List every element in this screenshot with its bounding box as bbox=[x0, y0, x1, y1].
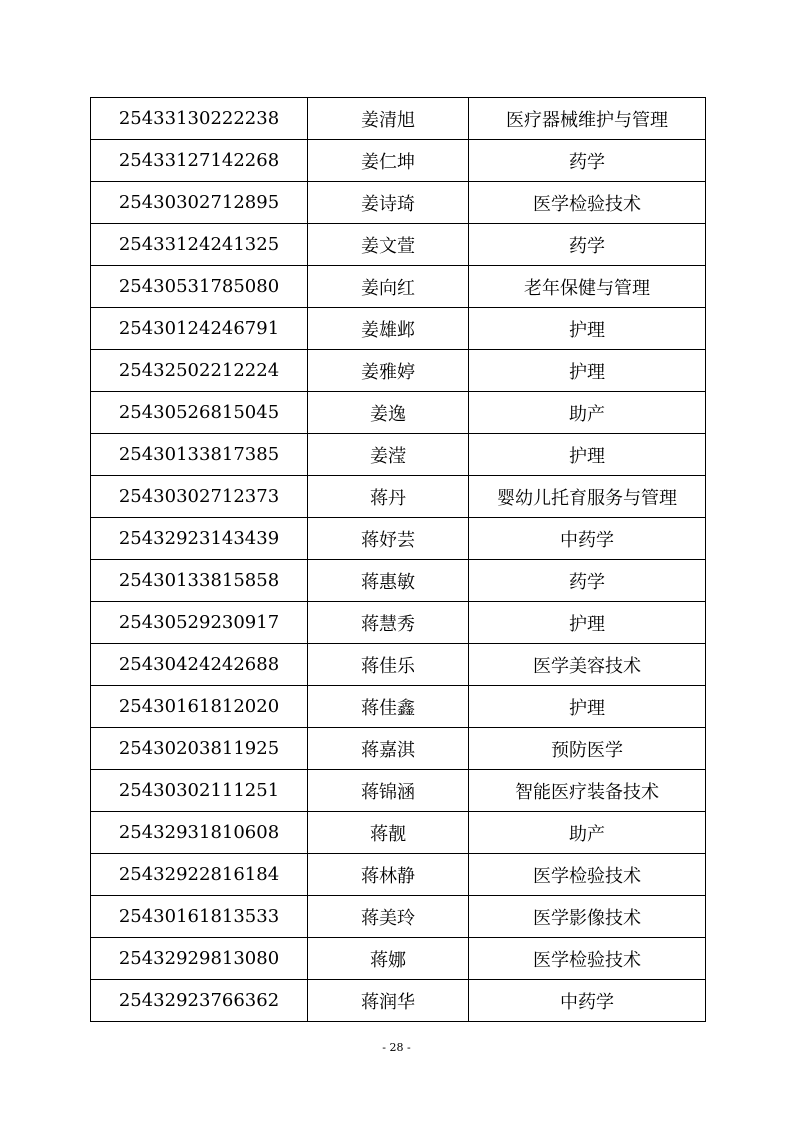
cell-candidate-id: 25430124246791 bbox=[91, 308, 308, 350]
cell-candidate-id: 25430529230917 bbox=[91, 602, 308, 644]
table-row bbox=[91, 896, 706, 938]
cell-name: 蒋佳乐 bbox=[308, 644, 469, 686]
table-row bbox=[91, 854, 706, 896]
cell-major: 助产 bbox=[469, 392, 706, 434]
cell-major: 婴幼儿托育服务与管理 bbox=[469, 476, 706, 518]
cell-name: 姜雄邺 bbox=[308, 308, 469, 350]
cell-major: 护理 bbox=[469, 602, 706, 644]
table-row bbox=[91, 728, 706, 770]
cell-major: 医疗器械维护与管理 bbox=[469, 98, 706, 140]
cell-major: 药学 bbox=[469, 224, 706, 266]
table-row bbox=[91, 644, 706, 686]
table-row bbox=[91, 518, 706, 560]
cell-candidate-id: 25430133815858 bbox=[91, 560, 308, 602]
cell-major: 医学检验技术 bbox=[469, 938, 706, 980]
cell-name: 姜向红 bbox=[308, 266, 469, 308]
table-row bbox=[91, 686, 706, 728]
cell-candidate-id: 25432923143439 bbox=[91, 518, 308, 560]
cell-candidate-id: 25432502212224 bbox=[91, 350, 308, 392]
cell-candidate-id: 25432929813080 bbox=[91, 938, 308, 980]
page-number: - 28 - bbox=[382, 1041, 411, 1054]
cell-candidate-id: 25430526815045 bbox=[91, 392, 308, 434]
cell-name: 姜逸 bbox=[308, 392, 469, 434]
cell-major: 中药学 bbox=[469, 518, 706, 560]
table-row bbox=[91, 938, 706, 980]
cell-name: 姜诗琦 bbox=[308, 182, 469, 224]
cell-name: 蒋妤芸 bbox=[308, 518, 469, 560]
cell-major: 护理 bbox=[469, 308, 706, 350]
cell-candidate-id: 25433124241325 bbox=[91, 224, 308, 266]
table-row bbox=[91, 812, 706, 854]
table-row bbox=[91, 980, 706, 1022]
table-row bbox=[91, 98, 706, 140]
cell-name: 蒋靓 bbox=[308, 812, 469, 854]
cell-major: 护理 bbox=[469, 686, 706, 728]
cell-major: 助产 bbox=[469, 812, 706, 854]
cell-candidate-id: 25430302111251 bbox=[91, 770, 308, 812]
cell-name: 蒋娜 bbox=[308, 938, 469, 980]
table-row bbox=[91, 308, 706, 350]
cell-candidate-id: 25430424242688 bbox=[91, 644, 308, 686]
cell-major: 医学影像技术 bbox=[469, 896, 706, 938]
table-row bbox=[91, 224, 706, 266]
roster-body bbox=[91, 98, 706, 1022]
cell-candidate-id: 25430133817385 bbox=[91, 434, 308, 476]
roster-table bbox=[90, 97, 706, 1022]
table-row bbox=[91, 266, 706, 308]
cell-major: 护理 bbox=[469, 350, 706, 392]
cell-candidate-id: 25432923766362 bbox=[91, 980, 308, 1022]
table-row bbox=[91, 392, 706, 434]
cell-major: 医学检验技术 bbox=[469, 854, 706, 896]
cell-major: 药学 bbox=[469, 560, 706, 602]
table-row bbox=[91, 350, 706, 392]
cell-name: 姜清旭 bbox=[308, 98, 469, 140]
cell-major: 医学美容技术 bbox=[469, 644, 706, 686]
cell-candidate-id: 25430531785080 bbox=[91, 266, 308, 308]
cell-candidate-id: 25433127142268 bbox=[91, 140, 308, 182]
table-row bbox=[91, 770, 706, 812]
cell-name: 姜文萱 bbox=[308, 224, 469, 266]
cell-major: 中药学 bbox=[469, 980, 706, 1022]
cell-name: 蒋丹 bbox=[308, 476, 469, 518]
cell-name: 蒋嘉淇 bbox=[308, 728, 469, 770]
cell-major: 护理 bbox=[469, 434, 706, 476]
cell-name: 蒋慧秀 bbox=[308, 602, 469, 644]
cell-candidate-id: 25430302712373 bbox=[91, 476, 308, 518]
table-row bbox=[91, 560, 706, 602]
cell-name: 蒋美玲 bbox=[308, 896, 469, 938]
cell-candidate-id: 25433130222238 bbox=[91, 98, 308, 140]
cell-major: 医学检验技术 bbox=[469, 182, 706, 224]
table-row bbox=[91, 140, 706, 182]
table-row bbox=[91, 476, 706, 518]
cell-name: 蒋润华 bbox=[308, 980, 469, 1022]
cell-candidate-id: 25430302712895 bbox=[91, 182, 308, 224]
table-row bbox=[91, 182, 706, 224]
cell-candidate-id: 25432931810608 bbox=[91, 812, 308, 854]
cell-name: 蒋锦涵 bbox=[308, 770, 469, 812]
cell-name: 姜仁坤 bbox=[308, 140, 469, 182]
table-row bbox=[91, 434, 706, 476]
cell-name: 蒋林静 bbox=[308, 854, 469, 896]
cell-major: 老年保健与管理 bbox=[469, 266, 706, 308]
cell-name: 蒋惠敏 bbox=[308, 560, 469, 602]
cell-name: 姜雅婷 bbox=[308, 350, 469, 392]
cell-candidate-id: 25430161813533 bbox=[91, 896, 308, 938]
cell-candidate-id: 25430161812020 bbox=[91, 686, 308, 728]
cell-major: 预防医学 bbox=[469, 728, 706, 770]
cell-name: 姜滢 bbox=[308, 434, 469, 476]
table-row bbox=[91, 602, 706, 644]
cell-candidate-id: 25430203811925 bbox=[91, 728, 308, 770]
cell-major: 药学 bbox=[469, 140, 706, 182]
cell-candidate-id: 25432922816184 bbox=[91, 854, 308, 896]
cell-name: 蒋佳鑫 bbox=[308, 686, 469, 728]
cell-major: 智能医疗装备技术 bbox=[469, 770, 706, 812]
